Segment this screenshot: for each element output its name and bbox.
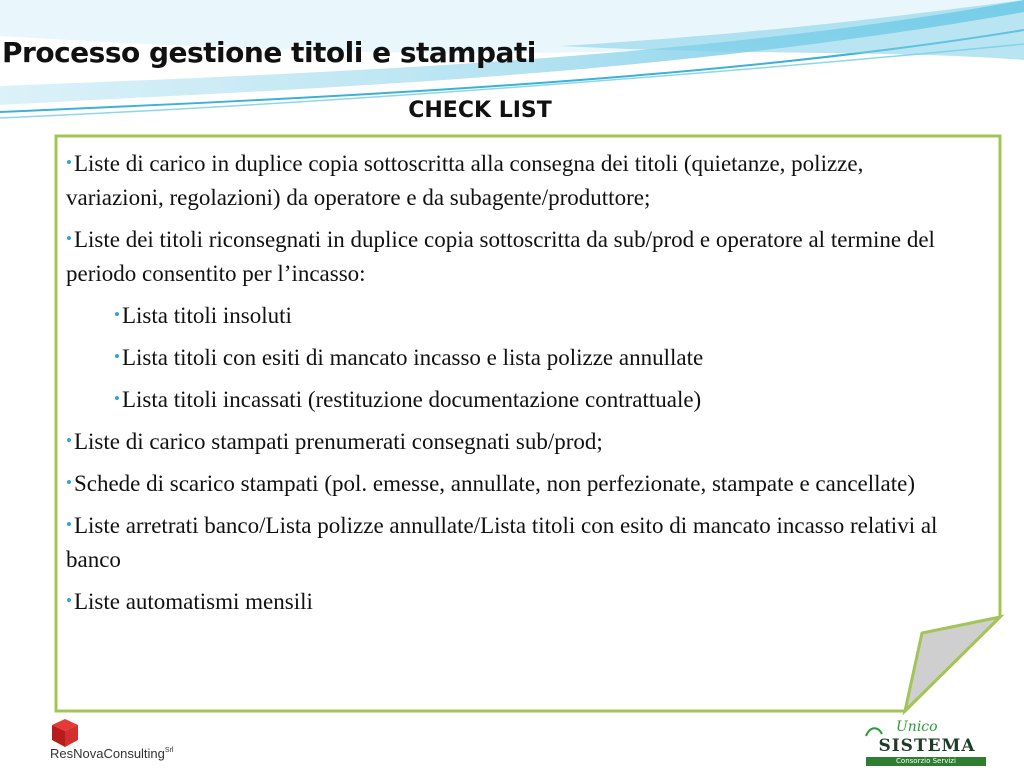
unico-tagline: Consorzio Servizi	[866, 757, 986, 766]
resnova-logo-name: ResNovaConsulting	[50, 746, 165, 761]
checklist-item: •Liste di carico stampati prenumerati consegnati sub/prod;	[66, 429, 603, 454]
bullet-icon: •	[66, 515, 72, 534]
checklist-subitem: •Lista titoli insoluti	[114, 303, 292, 328]
bullet-icon: •	[66, 473, 72, 492]
checklist	[66, 146, 946, 626]
bullet-icon: •	[66, 431, 72, 450]
unico-script-text: Unico	[896, 719, 938, 735]
checklist-item: •Liste arretrati banco/Lista polizze annullate/Lista titoli con esito di mancato incasso relativi al banco	[66, 513, 938, 572]
checklist-subitem: •Lista titoli incassati (restituzione documentazione contrattuale)	[114, 387, 702, 412]
checklist-item: •Liste automatismi mensili	[66, 589, 313, 614]
checklist-item: •Liste di carico in duplice copia sottoscritta alla consegna dei titoli (quietanze, polizze, variazioni, regolazioni) da operatore e da subagente/produttore;	[66, 151, 864, 210]
bullet-icon: •	[66, 591, 72, 610]
bullet-icon: •	[114, 347, 120, 366]
resnova-logo	[50, 746, 173, 761]
unico-sistema-logo: SISTEMA	[878, 736, 976, 756]
checklist-item: •Liste dei titoli riconsegnati in duplice copia sottoscritta da sub/prod e operatore al termine del periodo consentito per l’incasso:	[66, 227, 935, 286]
checklist-item: •Schede di scarico stampati (pol. emesse, annullate, non perfezionate, stampate e cancellate)	[66, 471, 916, 496]
bullet-icon: •	[114, 305, 120, 324]
bullet-icon: •	[114, 389, 120, 408]
checklist-subitem: •Lista titoli con esiti di mancato incasso e lista polizze annullate	[114, 345, 704, 370]
resnova-cube-icon	[50, 718, 80, 748]
bullet-icon: •	[66, 229, 72, 248]
page-subtitle: CHECK LIST	[408, 98, 552, 123]
bullet-icon: •	[66, 153, 72, 172]
page-title: Processo gestione titoli e stampati	[2, 36, 536, 69]
resnova-logo-sup: Srl	[164, 747, 174, 754]
